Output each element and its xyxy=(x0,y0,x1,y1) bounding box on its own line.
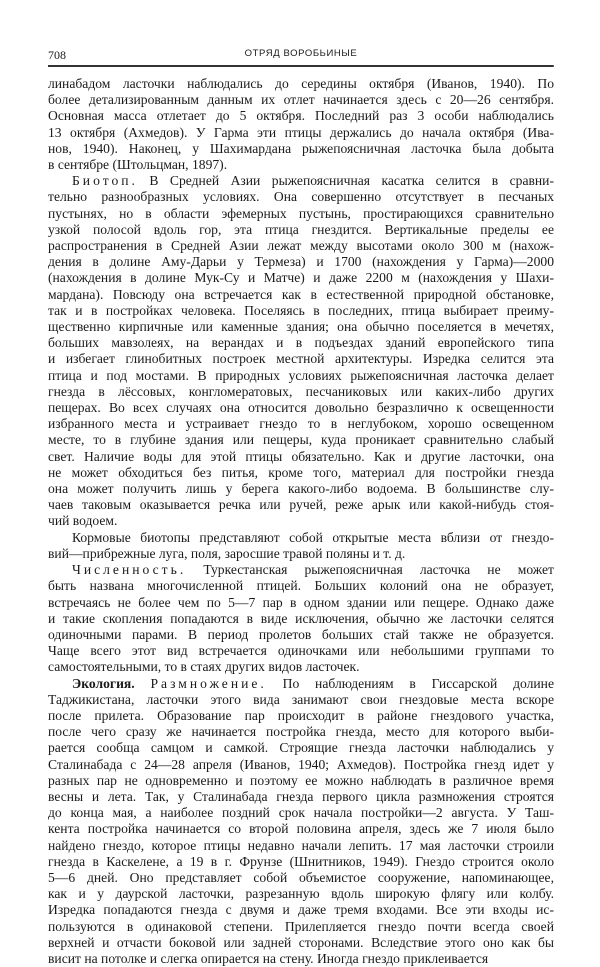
line-text: Кормовые биотопы представляют собой открытые места вблизи от гнездо- xyxy=(72,529,554,545)
text-line xyxy=(48,157,554,173)
text-line xyxy=(48,757,554,773)
line-text: одиночными парами. В период пролетов больших стай также не образуется. xyxy=(48,626,554,642)
line-text: быть названа многочисленной птицей. Больших колоний она не образует, xyxy=(48,578,554,594)
line-text: верхней и отчасти боковой или задней сторонами. Вследствие этого оно как бы xyxy=(48,934,554,950)
text-line xyxy=(48,643,554,659)
line-text: и такие скопления попадаются в виде исключения, обычно же ласточки селятся xyxy=(48,610,554,626)
line-text: больших мавзолеях, на верандах и в подъездах зданий европейского типа xyxy=(48,335,554,351)
text-line xyxy=(48,400,554,416)
text-line xyxy=(48,287,554,303)
line-text: мардана). Повсюду она встречается как в естественной природной обстановке, xyxy=(48,286,554,302)
text-line xyxy=(48,838,554,854)
text-line xyxy=(48,692,554,708)
line-text: Чаще всего этот вид встречается одиночками или небольшими группами то xyxy=(48,643,554,659)
line-text: встречаясь не более чем по 5—7 пар в одном здании или пещере. Однако даже xyxy=(48,594,554,610)
text-line xyxy=(48,108,554,124)
text-line xyxy=(48,595,554,611)
text-line xyxy=(48,173,554,189)
line-text: висит на потолке и слегка опирается на стену. Иногда гнездо приклеивается xyxy=(48,950,489,966)
text-line xyxy=(48,92,554,108)
text-line xyxy=(48,724,554,740)
line-text: гнезда в лёссовых, конгломератовых, песчаниковых или каких-либо других xyxy=(48,383,554,399)
line-text: пользуются в одинаковой степени. Прилепляется гнездо почти всегда своей xyxy=(48,918,554,934)
text-line xyxy=(48,141,554,157)
body-text xyxy=(48,76,554,967)
line-text: найдено гнездо, которое птицы недавно начали лепить. 17 мая ласточки строили xyxy=(48,837,554,853)
line-text: Туркестанская рыжепоясничная ласточка не может xyxy=(186,562,554,578)
line-text: весны и лета. Так, у Сталинабада гнезда первого цикла размножения строятся xyxy=(48,788,554,804)
line-text: узкой полосой вдоль гор, эта птица гнездится. Вертикальные пределы ее xyxy=(48,221,554,237)
text-line xyxy=(48,805,554,821)
line-text: Сталинабада с 24—28 апреля (Иванов, 1940; Ахмедов). Постройка гнезд идет у xyxy=(48,756,554,772)
line-text: так и в постройках человека. Поселяясь в последних, птица выбирает преиму- xyxy=(48,302,554,318)
line-text: после прилета. Образование пар происходит в районе гнездового участка, xyxy=(48,707,554,723)
text-line xyxy=(48,611,554,627)
text-line xyxy=(48,481,554,497)
section-heading-spaced: Размножение. xyxy=(150,675,267,691)
text-line xyxy=(48,497,554,513)
running-head xyxy=(48,48,554,62)
text-line xyxy=(48,546,554,562)
line-text: (нахождения в долине Мук-Су и Матче) и даже 2200 м (нахождения у Шахи- xyxy=(48,270,554,286)
text-line xyxy=(48,303,554,319)
line-text: она может получить лишь у берега какого-либо водоема. В большинстве слу- xyxy=(48,481,554,497)
text-line xyxy=(48,935,554,951)
text-line xyxy=(48,627,554,643)
text-line xyxy=(48,789,554,805)
line-text: избранного места и устраивает гнездо то в неглубоком, хорошо освещенном xyxy=(48,416,554,432)
line-text: распространения в Средней Азии лежат между высотами около 300 м (нахож- xyxy=(48,238,554,254)
text-line xyxy=(48,222,554,238)
line-text: тельно разнообразных условиях. Она совершенно отсутствует в песчаных xyxy=(48,189,554,205)
text-line xyxy=(48,319,554,335)
line-text: и избегает глинобитных построек местной архитектуры. Изредка селится эта xyxy=(48,351,554,367)
text-line xyxy=(48,189,554,205)
chapter-title: ОТРЯД ВОРОБЬИНЫЕ xyxy=(244,48,358,59)
paragraph-p3 xyxy=(48,530,554,562)
page-number: 708 xyxy=(48,48,66,62)
line-text: Основная масса отлетает до 5 октября. Последний раз 3 особи наблюдались xyxy=(48,108,554,124)
line-text: более детализированным данным их отлет начинается здесь с 20—26 сентября. xyxy=(48,92,554,108)
paragraph-p5 xyxy=(48,676,554,967)
line-text: свет. Наличие воды для этой птицы обязательно. Как и другие ласточки, она xyxy=(48,448,554,464)
text-line xyxy=(48,659,554,675)
line-text: самостоятельными, то в стаях других видов ласточек. xyxy=(48,659,360,675)
line-text: чаев таковым оказывается речка или ручей, реже арык или какой-нибудь стоя- xyxy=(48,497,554,513)
text-line xyxy=(48,740,554,756)
line-text: после чего сразу же начинается постройка гнезда, место для которого выби- xyxy=(48,724,554,740)
section-heading-bold: Экология. xyxy=(72,675,151,691)
text-line xyxy=(48,708,554,724)
line-text: щественно кирпичные или каменные здания; она обычно поселяется в мечетях, xyxy=(48,319,554,335)
line-text: нов, 1940). Наконец, у Шахимардана рыжепоясничная ласточка была добыта xyxy=(48,140,554,156)
text-line xyxy=(48,676,554,692)
text-line xyxy=(48,465,554,481)
line-text: не может обходиться без питья, кроме того, материал для постройки гнезда xyxy=(48,464,554,480)
text-line xyxy=(48,854,554,870)
line-text: месте, то в глубине здания или пещеры, куда проникает сравнительно слабый xyxy=(48,432,554,448)
text-line xyxy=(48,821,554,837)
text-line xyxy=(48,368,554,384)
text-line xyxy=(48,270,554,286)
line-text: линабадом ласточки наблюдались до середины октября (Иванов, 1940). По xyxy=(48,76,554,91)
line-text: Изредка попадаются гнезда с двумя и даже тремя входами. Все эти входы ис- xyxy=(48,902,554,918)
line-text: разных пар не одновременно и поэтому ее можно наблюдать в различное время xyxy=(48,772,554,788)
text-line xyxy=(48,254,554,270)
section-heading-spaced: Биотоп. xyxy=(72,173,138,189)
line-text: пустынях, но в области эфемерных пустынь, простирающихся сравнительно xyxy=(48,205,554,221)
text-line xyxy=(48,773,554,789)
text-line xyxy=(48,513,554,529)
header-rule xyxy=(48,65,554,67)
line-text: 13 октября (Ахмедов). У Гарма эти птицы держались до начала октября (Ива- xyxy=(48,124,554,140)
line-text: в сентябре (Штольцман, 1897). xyxy=(48,157,228,173)
text-line xyxy=(48,886,554,902)
line-text: гнезда в Каскелене, а 19 в г. Фрунзе (Шнитников, 1949). Гнездо строится около xyxy=(48,853,554,869)
text-line xyxy=(48,578,554,594)
text-line xyxy=(48,432,554,448)
paragraph-p1 xyxy=(48,76,554,173)
text-line xyxy=(48,351,554,367)
text-line xyxy=(48,76,554,92)
section-heading-spaced: Численность. xyxy=(72,562,187,578)
line-text: чий водоем. xyxy=(48,513,118,529)
paragraph-p4 xyxy=(48,562,554,675)
line-text: 5—6 дней. Оно представляет собой объемистое сооружение, напоминающее, xyxy=(48,869,554,885)
line-text: дения в долине Аму-Дарьи у Термеза) и 1700 (нахождения у Гарма)—2000 xyxy=(48,254,554,270)
line-text: вий—прибрежные луга, поля, заросшие травой поляны и т. д. xyxy=(48,545,406,561)
line-text: до конца мая, а наиболее поздний срок начала постройки—2 августа. У Таш- xyxy=(48,805,554,821)
line-text: Таджикистана, ласточки этого вида занимают свои гнездовые места вскоре xyxy=(48,691,554,707)
line-text: кента постройка начинается со второй половина апреля, здесь же 7 июля было xyxy=(48,821,554,837)
line-text: В Средней Азии рыжепоясничная касатка селится в сравни- xyxy=(137,173,554,189)
text-line xyxy=(48,206,554,222)
text-line xyxy=(48,238,554,254)
text-line xyxy=(48,125,554,141)
text-line xyxy=(48,335,554,351)
text-line xyxy=(48,902,554,918)
line-text: По наблюдениям в Гиссарской долине xyxy=(266,675,554,691)
text-line xyxy=(48,384,554,400)
text-line xyxy=(48,530,554,546)
line-text: пещерах. Во всех случаях она относится довольно безразлично к освещенности xyxy=(48,400,554,416)
line-text: рается сообща самцом и самкой. Строящие гнезда ласточки наблюдались у xyxy=(48,740,554,756)
text-line xyxy=(48,919,554,935)
text-line xyxy=(48,951,554,967)
text-line xyxy=(48,562,554,578)
paragraph-p2 xyxy=(48,173,554,529)
line-text: как и у даурской ласточки, разрезанную вдоль широкую флягу или колбу. xyxy=(48,886,554,902)
line-text: птица и под мостами. В природных условиях рыжепоясничная ласточка делает xyxy=(48,367,554,383)
text-line xyxy=(48,449,554,465)
book-page xyxy=(48,48,554,967)
text-line xyxy=(48,416,554,432)
